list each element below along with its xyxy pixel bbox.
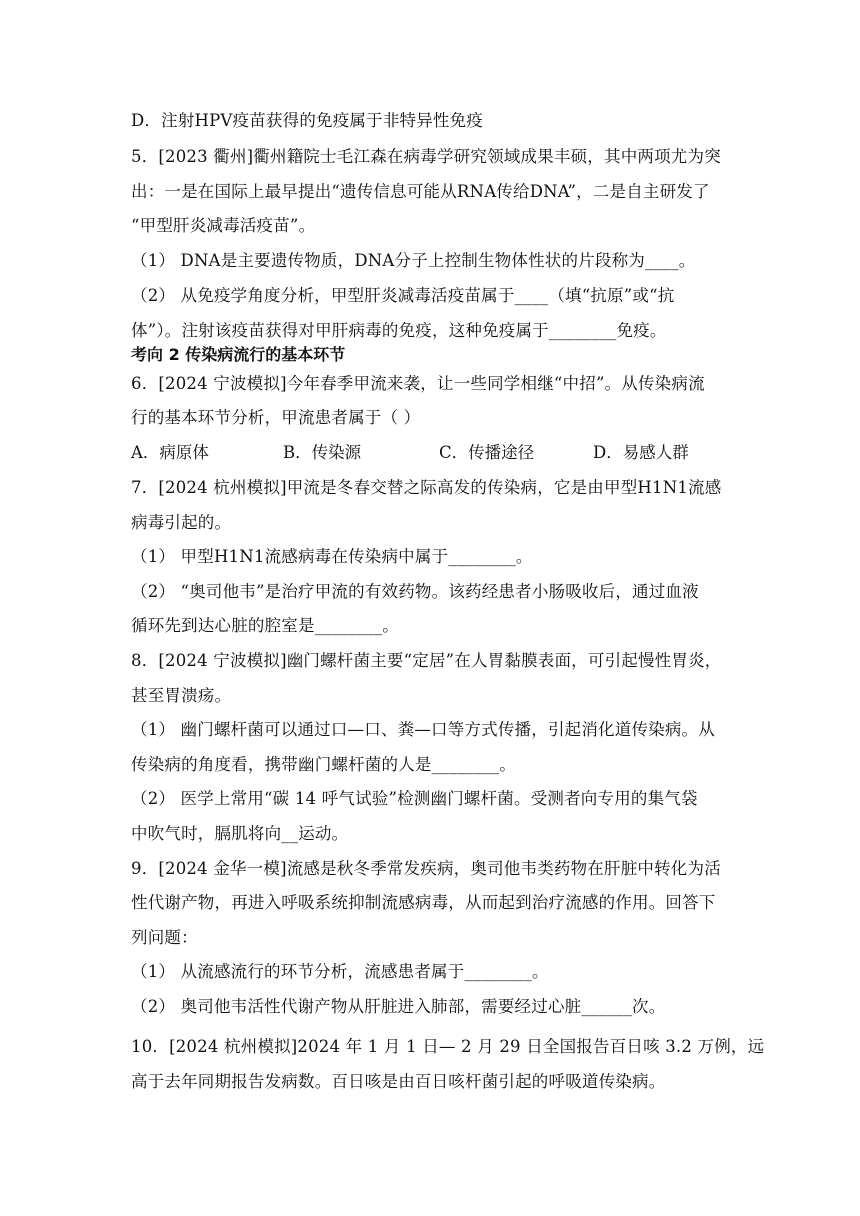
question-9-line-1: 9．[2024 金华一模]流感是秋冬季常发疾病，奥司他韦类药物在肝脏中转化为活 xyxy=(131,859,721,878)
question-8-sub-2-line-2: 中吹气时，膈肌将向__运动。 xyxy=(131,824,349,843)
question-8-sub-1-line-1: （1） 幽门螺杆菌可以通过口—口、粪—口等方式传播，引起消化道传染病。从 xyxy=(131,720,715,739)
question-10-line-1: 10．[2024 杭州模拟]2024 年 1 月 1 日— 2 月 29 日全国报告百日咳 3.2 万例，远 xyxy=(131,1037,765,1056)
question-9-sub-1: （1） 从流感流行的环节分析，流感患者属于________。 xyxy=(131,962,549,981)
question-5-line-1: 5．[2023 衢州]衢州籍院士毛江森在病毒学研究领域成果丰硕，其中两项尤为突 xyxy=(131,147,721,166)
question-7-sub-2-line-1: （2） “奥司他韦”是治疗甲流的有效药物。该药经患者小肠吸收后，通过血液 xyxy=(131,582,699,601)
question-9-sub-2: （2） 奥司他韦活性代谢产物从肝脏进入肺部，需要经过心脏______次。 xyxy=(131,997,666,1016)
question-7-line-1: 7．[2024 杭州模拟]甲流是冬春交替之际高发的传染病，它是由甲型H1N1流感 xyxy=(131,478,722,497)
question-8-sub-2-line-1: （2） 医学上常用“碳 14 呼气试验”检测幽门螺杆菌。受测者向专用的集气袋 xyxy=(131,789,698,808)
option-c: C．传播途径 xyxy=(439,443,535,462)
question-7-line-2: 病毒引起的。 xyxy=(131,513,232,532)
question-5-sub-1: （1） DNA是主要遗传物质，DNA分子上控制生物体性状的片段称为____。 xyxy=(131,251,696,270)
question-6-line-1: 6．[2024 宁波模拟]今年春季甲流来袭，让一些同学相继“中招”。从传染病流 xyxy=(131,374,705,393)
option-d-line: D．注射HPV疫苗获得的免疫属于非特异性免疫 xyxy=(131,111,484,130)
option-b: B．传染源 xyxy=(283,443,362,462)
section-heading: 考向 2 传染病流行的基本环节 xyxy=(131,345,346,364)
question-8-line-1: 8．[2024 宁波模拟]幽门螺杆菌主要“定居”在人胃黏膜表面，可引起慢性胃炎， xyxy=(131,651,722,670)
question-5-line-2: 出：一是在国际上最早提出“遗传信息可能从RNA传给DNA”，二是自主研发了 xyxy=(131,182,710,201)
question-6-line-2: 行的基本环节分析，甲流患者属于（ ） xyxy=(131,408,421,427)
question-5-sub-2-line-1: （2） 从免疫学角度分析，甲型肝炎减毒活疫苗属于____（填“抗原”或“抗 xyxy=(131,286,675,305)
question-5-sub-2-line-2: 体”）。注射该疫苗获得对甲肝病毒的免疫，这种免疫属于________免疫。 xyxy=(131,321,667,340)
question-8-sub-1-line-2: 传染病的角度看，携带幽门螺杆菌的人是________。 xyxy=(131,755,516,774)
question-10-line-2: 高于去年同期报告发病数。百日咳是由百日咳杆菌引起的呼吸道传染病。 xyxy=(131,1072,666,1091)
option-d: D．易感人群 xyxy=(593,443,689,462)
question-7-sub-2-line-2: 循环先到达心脏的腔室是________。 xyxy=(131,616,399,635)
question-5-line-3: “甲型肝炎减毒活疫苗”。 xyxy=(131,216,316,235)
question-8-line-2: 甚至胃溃疡。 xyxy=(131,686,232,705)
question-7-sub-1: （1） 甲型H1N1流感病毒在传染病中属于________。 xyxy=(131,547,533,566)
question-9-line-3: 列问题： xyxy=(131,928,198,947)
option-a: A．病原体 xyxy=(131,443,209,462)
question-9-line-2: 性代谢产物，再进入呼吸系统抑制流感病毒，从而起到治疗流感的作用。回答下 xyxy=(131,893,716,912)
